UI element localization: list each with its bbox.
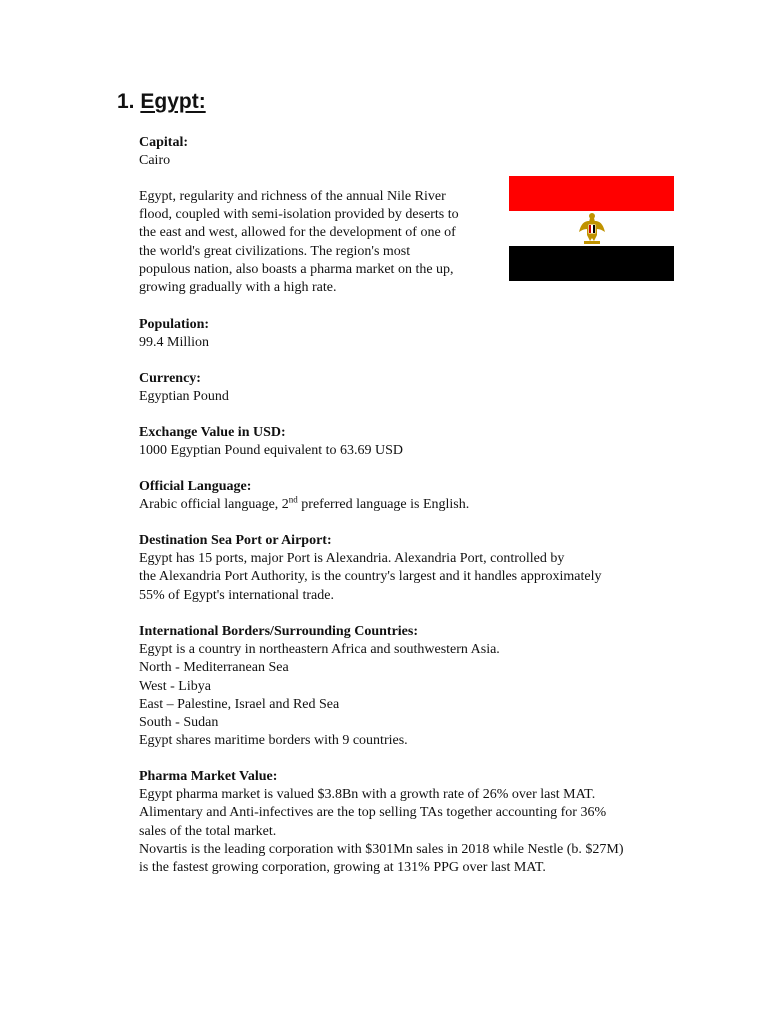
intro-line: populous nation, also boasts a pharma market on the up, xyxy=(139,261,454,277)
currency-value: Egyptian Pound xyxy=(139,389,229,405)
port-label: Destination Sea Port or Airport: xyxy=(139,533,332,548)
pharma-line: Novartis is the leading corporation with $301Mn sales in 2018 while Nestle (b. $27M) xyxy=(139,841,624,857)
borders-line: South - Sudan xyxy=(139,715,219,731)
intro-line: the world's great civilizations. The region's most xyxy=(139,243,411,259)
port-section xyxy=(139,532,699,605)
port-line: 55% of Egypt's international trade. xyxy=(139,587,334,603)
heading-number: 1. xyxy=(117,90,135,113)
population-value: 99.4 Million xyxy=(139,335,210,351)
intro-line: Egypt, regularity and richness of the annual Nile River xyxy=(139,189,446,204)
exchange-section xyxy=(139,424,699,460)
port-line: the Alexandria Port Authority, is the country's largest and it handles approximately xyxy=(139,569,602,585)
flag-red-band xyxy=(509,176,674,211)
egypt-flag-image xyxy=(509,176,674,281)
pharma-section xyxy=(139,768,699,877)
borders-line: Egypt is a country in northeastern Africa and southwestern Asia. xyxy=(139,642,500,658)
pharma-line: sales of the total market. xyxy=(139,823,277,839)
language-text-after: preferred language is English. xyxy=(297,497,470,513)
pharma-label: Pharma Market Value: xyxy=(139,769,278,784)
currency-section xyxy=(139,370,699,406)
borders-label: International Borders/Surrounding Countries: xyxy=(139,624,418,639)
borders-line: West - Libya xyxy=(139,678,211,694)
language-section xyxy=(139,478,699,514)
capital-value: Cairo xyxy=(139,153,171,169)
population-label: Population: xyxy=(139,317,210,332)
flag-black-band xyxy=(509,246,674,281)
port-line: Egypt has 15 ports, major Port is Alexandria. Alexandria Port, controlled by xyxy=(139,551,565,567)
intro-line: the east and west, allowed for the development of one of xyxy=(139,225,456,241)
borders-line: East – Palestine, Israel and Red Sea xyxy=(139,696,340,712)
borders-line: North - Mediterranean Sea xyxy=(139,660,289,676)
currency-label: Currency: xyxy=(139,371,201,386)
pharma-line: Egypt pharma market is valued $3.8Bn with a growth rate of 26% over last MAT. xyxy=(139,787,596,803)
intro-line: growing gradually with a high rate. xyxy=(139,280,337,296)
exchange-label: Exchange Value in USD: xyxy=(139,425,286,440)
population-section xyxy=(139,316,699,352)
intro-line: flood, coupled with semi-isolation provided by deserts to xyxy=(139,207,459,223)
borders-section xyxy=(139,623,699,750)
section-heading xyxy=(117,88,206,116)
intro-paragraph xyxy=(139,188,504,297)
eagle-of-saladin-icon xyxy=(578,212,606,245)
pharma-line: is the fastest growing corporation, growing at 131% PPG over last MAT. xyxy=(139,860,546,876)
language-text-before: Arabic official language, 2 xyxy=(139,497,289,513)
heading-title: Egypt: xyxy=(140,90,206,113)
capital-section xyxy=(139,134,699,170)
borders-line: Egypt shares maritime borders with 9 countries. xyxy=(139,733,408,749)
language-value xyxy=(139,496,699,514)
exchange-value: 1000 Egyptian Pound equivalent to 63.69 USD xyxy=(139,443,404,459)
language-label: Official Language: xyxy=(139,479,252,494)
ordinal-superscript: nd xyxy=(288,494,298,505)
capital-label: Capital: xyxy=(139,135,188,150)
pharma-line: Alimentary and Anti-infectives are the top selling TAs together accounting for 36% xyxy=(139,805,607,821)
